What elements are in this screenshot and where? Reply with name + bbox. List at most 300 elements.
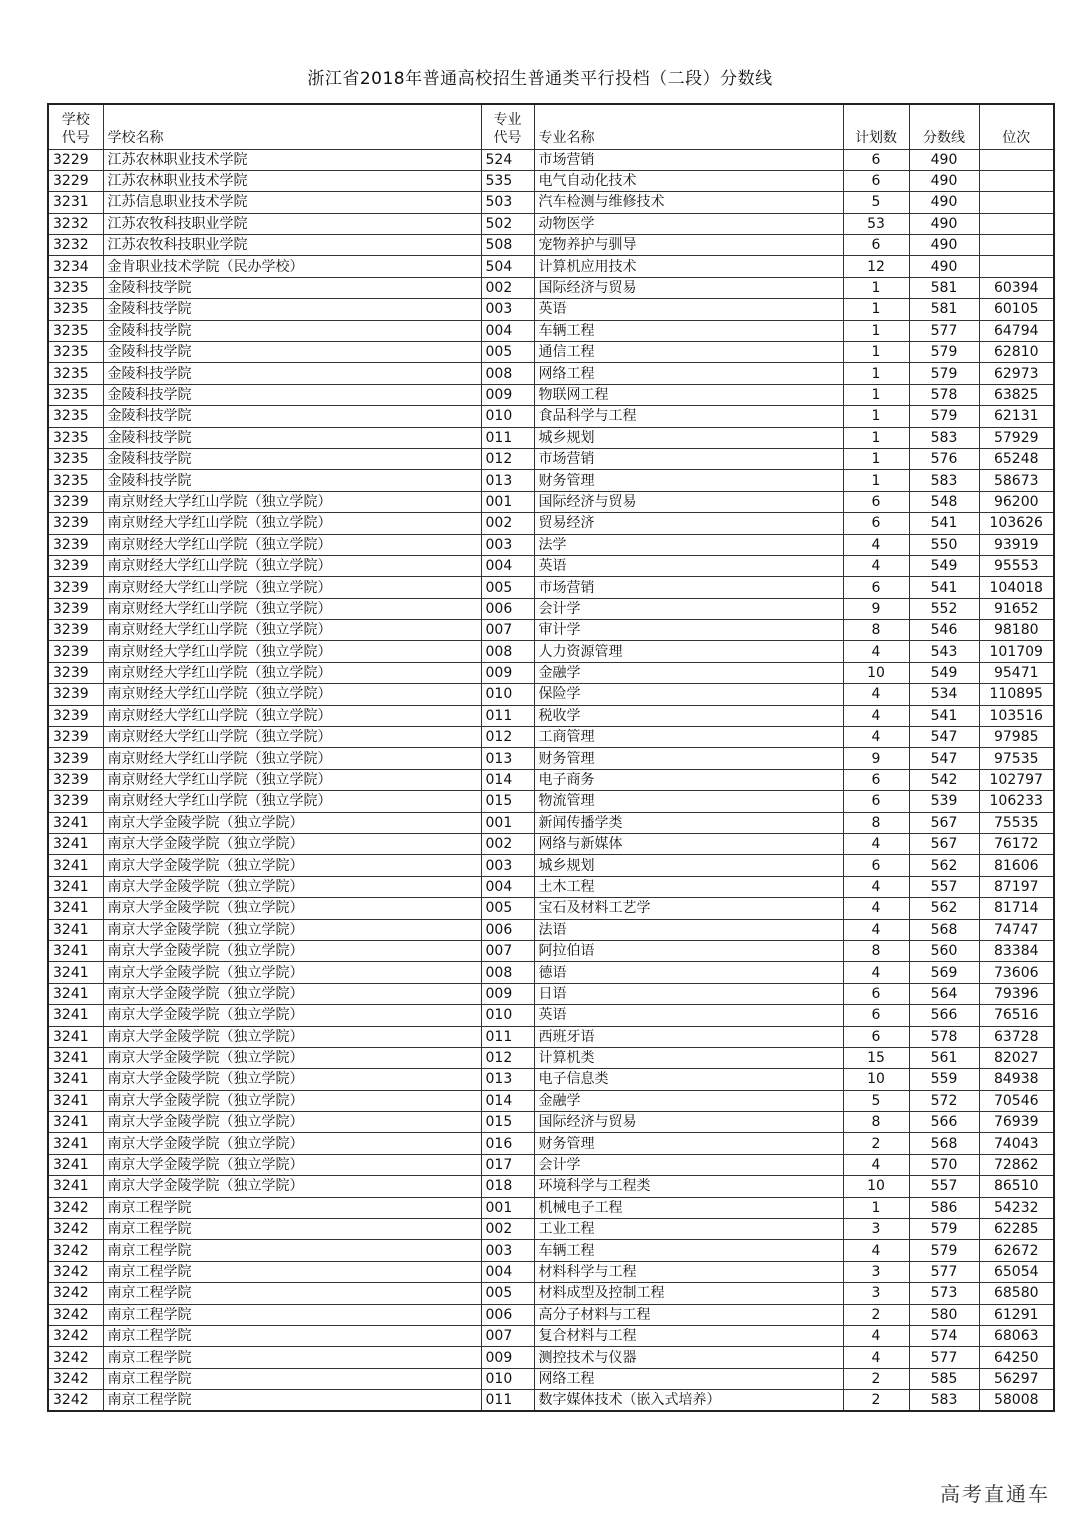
cell-school-code: 3241 [48,834,103,855]
cell-score: 580 [909,1304,979,1325]
table-row [48,769,1054,790]
cell-rank [979,192,1054,213]
cell-major-code: 002 [481,834,534,855]
cell-plan: 2 [843,1390,909,1412]
cell-rank: 98180 [979,620,1054,641]
table-body [48,149,1054,1411]
cell-plan: 1 [843,384,909,405]
cell-school-code: 3229 [48,170,103,191]
cell-score: 568 [909,919,979,940]
cell-school-code: 3239 [48,684,103,705]
cell-rank [979,256,1054,277]
cell-school-name: 南京工程学院 [103,1219,481,1240]
cell-school-name: 南京大学金陵学院（独立学院） [103,919,481,940]
cell-plan: 5 [843,1090,909,1111]
cell-major-name: 数字媒体技术（嵌入式培养） [534,1390,843,1412]
cell-rank: 70546 [979,1090,1054,1111]
cell-school-name: 金陵科技学院 [103,277,481,298]
cell-rank: 91652 [979,598,1054,619]
cell-plan: 4 [843,727,909,748]
cell-major-code: 015 [481,791,534,812]
cell-score: 583 [909,427,979,448]
cell-score: 559 [909,1069,979,1090]
cell-major-code: 502 [481,213,534,234]
cell-major-code: 002 [481,1219,534,1240]
cell-plan: 6 [843,983,909,1004]
cell-school-code: 3239 [48,662,103,683]
cell-plan: 5 [843,192,909,213]
cell-plan: 1 [843,342,909,363]
cell-rank: 60394 [979,277,1054,298]
cell-major-code: 535 [481,170,534,191]
cell-major-code: 524 [481,149,534,170]
cell-school-code: 3242 [48,1390,103,1412]
table-row [48,1283,1054,1304]
cell-score: 562 [909,855,979,876]
cell-school-name: 江苏信息职业技术学院 [103,192,481,213]
cell-plan: 1 [843,277,909,298]
cell-school-code: 3242 [48,1325,103,1346]
cell-school-name: 金陵科技学院 [103,427,481,448]
cell-rank: 95553 [979,555,1054,576]
table-row [48,384,1054,405]
cell-major-name: 财务管理 [534,470,843,491]
cell-score: 581 [909,299,979,320]
table-row [48,598,1054,619]
cell-major-name: 城乡规划 [534,855,843,876]
cell-major-name: 工商管理 [534,727,843,748]
cell-school-code: 3239 [48,641,103,662]
cell-school-code: 3242 [48,1219,103,1240]
cell-score: 579 [909,363,979,384]
cell-school-code: 3241 [48,983,103,1004]
cell-rank: 81606 [979,855,1054,876]
table-row [48,1026,1054,1047]
cell-school-code: 3242 [48,1283,103,1304]
cell-major-name: 食品科学与工程 [534,406,843,427]
cell-major-code: 012 [481,727,534,748]
table-row [48,1154,1054,1175]
cell-school-name: 南京大学金陵学院（独立学院） [103,1176,481,1197]
cell-major-name: 电子商务 [534,769,843,790]
cell-major-code: 005 [481,342,534,363]
cell-score: 579 [909,1240,979,1261]
cell-major-name: 金融学 [534,662,843,683]
cell-plan: 6 [843,1005,909,1026]
cell-major-name: 财务管理 [534,1133,843,1154]
cell-score: 578 [909,1026,979,1047]
cell-rank [979,170,1054,191]
cell-school-code: 3229 [48,149,103,170]
cell-school-name: 南京大学金陵学院（独立学院） [103,1154,481,1175]
cell-rank: 60105 [979,299,1054,320]
cell-rank: 84938 [979,1069,1054,1090]
cell-plan: 8 [843,940,909,961]
header-score: 分数线 [909,104,979,149]
cell-major-code: 010 [481,684,534,705]
cell-score: 490 [909,235,979,256]
cell-score: 562 [909,898,979,919]
cell-plan: 53 [843,213,909,234]
cell-plan: 15 [843,1047,909,1068]
cell-rank: 83384 [979,940,1054,961]
cell-major-name: 英语 [534,299,843,320]
cell-major-code: 004 [481,555,534,576]
cell-rank: 63825 [979,384,1054,405]
cell-plan: 4 [843,898,909,919]
cell-plan: 3 [843,1261,909,1282]
document-title: 浙江省2018年普通高校招生普通类平行投档（二段）分数线 [307,69,773,89]
cell-plan: 4 [843,962,909,983]
cell-rank: 102797 [979,769,1054,790]
cell-rank: 58673 [979,470,1054,491]
cell-school-name: 南京大学金陵学院（独立学院） [103,855,481,876]
cell-school-code: 3232 [48,235,103,256]
cell-plan: 1 [843,363,909,384]
cell-rank: 74043 [979,1133,1054,1154]
cell-major-name: 测控技术与仪器 [534,1347,843,1368]
cell-school-name: 南京财经大学红山学院（独立学院） [103,534,481,555]
cell-school-code: 3235 [48,299,103,320]
cell-major-code: 007 [481,1325,534,1346]
cell-major-name: 复合材料与工程 [534,1325,843,1346]
cell-rank: 103626 [979,513,1054,534]
table-row [48,256,1054,277]
cell-major-name: 市场营销 [534,448,843,469]
cell-score: 547 [909,727,979,748]
table-row [48,1112,1054,1133]
cell-major-code: 001 [481,491,534,512]
cell-score: 548 [909,491,979,512]
cell-rank: 101709 [979,641,1054,662]
table-row [48,491,1054,512]
cell-school-code: 3239 [48,748,103,769]
cell-rank: 95471 [979,662,1054,683]
table-row [48,1069,1054,1090]
cell-school-name: 南京财经大学红山学院（独立学院） [103,598,481,619]
cell-rank: 75535 [979,812,1054,833]
cell-major-name: 法语 [534,919,843,940]
cell-school-name: 南京财经大学红山学院（独立学院） [103,791,481,812]
cell-score: 573 [909,1283,979,1304]
cell-school-code: 3239 [48,555,103,576]
cell-school-name: 南京大学金陵学院（独立学院） [103,1047,481,1068]
cell-school-code: 3235 [48,448,103,469]
cell-school-code: 3241 [48,1026,103,1047]
cell-school-name: 南京财经大学红山学院（独立学院） [103,684,481,705]
cell-plan: 8 [843,812,909,833]
cell-rank: 58008 [979,1390,1054,1412]
cell-score: 549 [909,662,979,683]
cell-score: 566 [909,1005,979,1026]
cell-plan: 12 [843,256,909,277]
cell-plan: 6 [843,491,909,512]
cell-school-name: 南京工程学院 [103,1240,481,1261]
table-row [48,898,1054,919]
cell-major-name: 会计学 [534,1154,843,1175]
cell-school-code: 3239 [48,705,103,726]
cell-major-name: 车辆工程 [534,320,843,341]
cell-major-name: 网络工程 [534,1368,843,1389]
cell-school-code: 3239 [48,598,103,619]
cell-major-code: 001 [481,1197,534,1218]
cell-plan: 10 [843,1176,909,1197]
cell-school-name: 南京大学金陵学院（独立学院） [103,1133,481,1154]
cell-school-name: 南京财经大学红山学院（独立学院） [103,555,481,576]
cell-score: 564 [909,983,979,1004]
cell-score: 585 [909,1368,979,1389]
cell-major-code: 011 [481,427,534,448]
cell-score: 490 [909,170,979,191]
table-row [48,448,1054,469]
cell-major-code: 003 [481,855,534,876]
cell-major-code: 009 [481,1347,534,1368]
cell-rank: 64794 [979,320,1054,341]
cell-rank: 79396 [979,983,1054,1004]
cell-score: 567 [909,812,979,833]
table-row [48,962,1054,983]
cell-rank: 93919 [979,534,1054,555]
cell-plan: 4 [843,876,909,897]
cell-school-name: 南京财经大学红山学院（独立学院） [103,513,481,534]
cell-major-name: 计算机应用技术 [534,256,843,277]
cell-school-name: 南京大学金陵学院（独立学院） [103,940,481,961]
cell-major-name: 计算机类 [534,1047,843,1068]
cell-school-name: 南京工程学院 [103,1325,481,1346]
cell-school-name: 南京财经大学红山学院（独立学院） [103,748,481,769]
cell-score: 490 [909,192,979,213]
cell-major-name: 宠物养护与驯导 [534,235,843,256]
header-major-name: 专业名称 [534,104,843,149]
cell-major-code: 004 [481,1261,534,1282]
cell-major-name: 财务管理 [534,748,843,769]
cell-major-name: 车辆工程 [534,1240,843,1261]
cell-plan: 6 [843,170,909,191]
cell-school-name: 金陵科技学院 [103,470,481,491]
cell-plan: 1 [843,320,909,341]
cell-school-name: 南京财经大学红山学院（独立学院） [103,620,481,641]
cell-score: 543 [909,641,979,662]
cell-rank: 62672 [979,1240,1054,1261]
cell-school-name: 南京财经大学红山学院（独立学院） [103,769,481,790]
cell-school-name: 南京工程学院 [103,1390,481,1412]
cell-plan: 4 [843,705,909,726]
cell-school-name: 金陵科技学院 [103,363,481,384]
cell-major-code: 013 [481,470,534,491]
cell-score: 569 [909,962,979,983]
cell-score: 539 [909,791,979,812]
cell-school-code: 3241 [48,1047,103,1068]
cell-major-name: 土木工程 [534,876,843,897]
cell-major-code: 008 [481,641,534,662]
cell-school-name: 南京财经大学红山学院（独立学院） [103,705,481,726]
cell-major-name: 电气自动化技术 [534,170,843,191]
cell-school-name: 江苏农牧科技职业学院 [103,235,481,256]
cell-school-name: 江苏农林职业技术学院 [103,149,481,170]
cell-plan: 4 [843,919,909,940]
cell-school-code: 3241 [48,812,103,833]
cell-major-code: 508 [481,235,534,256]
cell-major-name: 市场营销 [534,149,843,170]
cell-school-code: 3232 [48,213,103,234]
cell-major-name: 市场营销 [534,577,843,598]
cell-major-code: 006 [481,598,534,619]
cell-school-name: 南京大学金陵学院（独立学院） [103,834,481,855]
cell-major-code: 006 [481,919,534,940]
cell-score: 570 [909,1154,979,1175]
cell-major-name: 通信工程 [534,342,843,363]
cell-school-name: 南京工程学院 [103,1261,481,1282]
cell-school-code: 3239 [48,534,103,555]
cell-school-code: 3239 [48,577,103,598]
cell-major-name: 城乡规划 [534,427,843,448]
cell-major-name: 国际经济与贸易 [534,1112,843,1133]
cell-major-code: 007 [481,940,534,961]
cell-plan: 6 [843,149,909,170]
cell-major-name: 人力资源管理 [534,641,843,662]
cell-school-name: 南京大学金陵学院（独立学院） [103,962,481,983]
cell-school-name: 南京工程学院 [103,1283,481,1304]
cell-school-code: 3242 [48,1368,103,1389]
cell-major-name: 保险学 [534,684,843,705]
table-row [48,534,1054,555]
cell-school-code: 3242 [48,1197,103,1218]
cell-rank [979,149,1054,170]
cell-major-code: 002 [481,513,534,534]
cell-major-name: 国际经济与贸易 [534,277,843,298]
cell-score: 534 [909,684,979,705]
cell-major-code: 018 [481,1176,534,1197]
cell-school-name: 金陵科技学院 [103,320,481,341]
cell-school-code: 3235 [48,320,103,341]
cell-plan: 1 [843,427,909,448]
cell-major-code: 008 [481,962,534,983]
cell-school-code: 3242 [48,1240,103,1261]
cell-major-code: 007 [481,620,534,641]
table-row [48,235,1054,256]
cell-school-name: 南京工程学院 [103,1197,481,1218]
cell-school-code: 3235 [48,384,103,405]
cell-school-name: 南京财经大学红山学院（独立学院） [103,491,481,512]
cell-plan: 1 [843,470,909,491]
header-row [48,104,1054,149]
cell-school-name: 南京财经大学红山学院（独立学院） [103,641,481,662]
cell-rank: 76516 [979,1005,1054,1026]
table-row [48,620,1054,641]
table-row [48,277,1054,298]
cell-score: 583 [909,470,979,491]
cell-major-code: 503 [481,192,534,213]
table-row [48,513,1054,534]
cell-score: 576 [909,448,979,469]
cell-plan: 1 [843,299,909,320]
cell-rank: 62131 [979,406,1054,427]
cell-school-name: 南京工程学院 [103,1347,481,1368]
table-row [48,983,1054,1004]
cell-score: 490 [909,149,979,170]
table-row [48,149,1054,170]
cell-school-name: 金陵科技学院 [103,384,481,405]
cell-plan: 1 [843,406,909,427]
cell-score: 577 [909,320,979,341]
cell-school-name: 金肯职业技术学院（民办学校） [103,256,481,277]
cell-plan: 6 [843,791,909,812]
cell-school-code: 3242 [48,1261,103,1282]
header-major-code-line1: 专业 [493,111,522,128]
cell-rank: 104018 [979,577,1054,598]
cell-rank: 54232 [979,1197,1054,1218]
table-row [48,427,1054,448]
cell-rank: 97985 [979,727,1054,748]
cell-school-code: 3235 [48,342,103,363]
cell-major-name: 德语 [534,962,843,983]
table-row [48,684,1054,705]
cell-school-name: 南京财经大学红山学院（独立学院） [103,727,481,748]
cell-major-name: 材料成型及控制工程 [534,1283,843,1304]
cell-major-name: 电子信息类 [534,1069,843,1090]
table-row [48,641,1054,662]
header-school-code [48,104,103,149]
cell-major-name: 物联网工程 [534,384,843,405]
cell-school-name: 金陵科技学院 [103,406,481,427]
cell-rank: 57929 [979,427,1054,448]
watermark: 高考直通车 [940,1482,1050,1506]
cell-major-code: 013 [481,1069,534,1090]
cell-school-name: 南京大学金陵学院（独立学院） [103,812,481,833]
table-row [48,192,1054,213]
cell-school-code: 3241 [48,1133,103,1154]
cell-score: 579 [909,406,979,427]
cell-score: 557 [909,1176,979,1197]
cell-rank: 61291 [979,1304,1054,1325]
cell-major-name: 金融学 [534,1090,843,1111]
cell-plan: 4 [843,555,909,576]
cell-school-name: 南京大学金陵学院（独立学院） [103,876,481,897]
cell-school-code: 3239 [48,620,103,641]
table-header [48,104,1054,149]
cell-plan: 4 [843,641,909,662]
cell-major-code: 011 [481,705,534,726]
cell-rank: 72862 [979,1154,1054,1175]
cell-plan: 6 [843,1026,909,1047]
cell-school-code: 3239 [48,791,103,812]
cell-score: 578 [909,384,979,405]
cell-school-code: 3241 [48,1069,103,1090]
cell-school-code: 3235 [48,427,103,448]
cell-major-code: 005 [481,577,534,598]
cell-major-name: 网络与新媒体 [534,834,843,855]
cell-school-name: 金陵科技学院 [103,448,481,469]
cell-rank: 68580 [979,1283,1054,1304]
table-row [48,876,1054,897]
cell-major-name: 西班牙语 [534,1026,843,1047]
cell-rank: 103516 [979,705,1054,726]
table-row [48,470,1054,491]
cell-score: 490 [909,213,979,234]
cell-score: 566 [909,1112,979,1133]
cell-major-name: 物流管理 [534,791,843,812]
cell-major-code: 004 [481,876,534,897]
cell-rank: 97535 [979,748,1054,769]
cell-plan: 6 [843,235,909,256]
cell-plan: 4 [843,1240,909,1261]
cell-rank: 62285 [979,1219,1054,1240]
header-rank: 位次 [979,104,1054,149]
table-row [48,812,1054,833]
cell-major-code: 016 [481,1133,534,1154]
cell-school-code: 3242 [48,1347,103,1368]
cell-major-code: 015 [481,1112,534,1133]
